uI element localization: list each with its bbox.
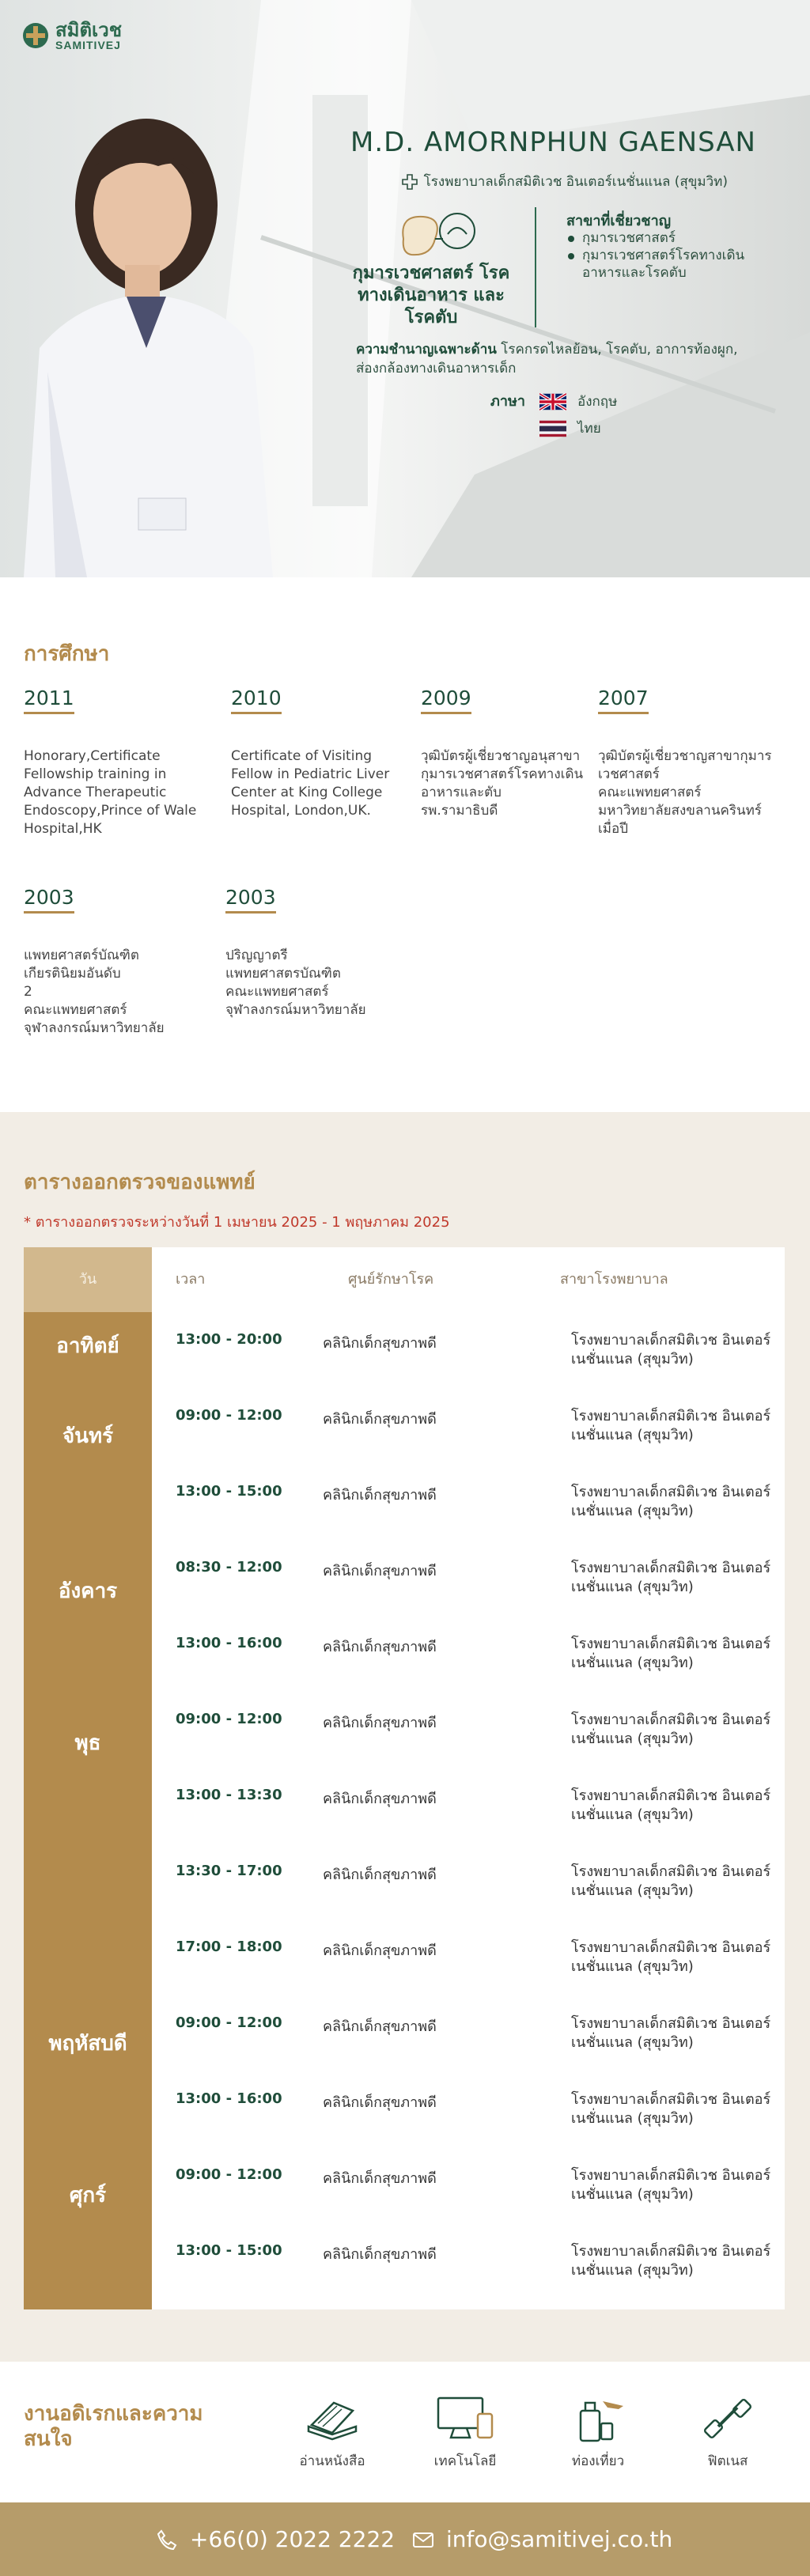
- interest-reading: [277, 2392, 388, 2472]
- schedule-time: 13:00 - 13:30: [176, 1787, 282, 1803]
- schedule-clinic: คลินิกเด็กสุขภาพดี: [323, 1411, 437, 1428]
- schedule-time: 09:00 - 12:00: [176, 2166, 282, 2183]
- education-item: [24, 687, 210, 838]
- interest-fitness: [672, 2392, 783, 2472]
- header-day: วัน: [24, 1247, 152, 1312]
- expertise: [356, 340, 759, 378]
- schedule-time: 13:00 - 20:00: [176, 1331, 282, 1348]
- phone-icon: [155, 2528, 179, 2551]
- language-item-english: [539, 391, 617, 412]
- schedule-clinic: คลินิกเด็กสุขภาพดี: [323, 1563, 437, 1579]
- devices-icon: [433, 2392, 497, 2447]
- schedule-clinic: คลินิกเด็กสุขภาพดี: [323, 2170, 437, 2187]
- schedule-clinic: คลินิกเด็กสุขภาพดี: [323, 1639, 437, 1655]
- schedule-clinic: คลินิกเด็กสุขภาพดี: [323, 2018, 437, 2035]
- education-text: วุฒิบัตรผู้เชี่ยวชาญสาขากุมารเวชศาสตร์ คณะแพทยศาสตร์ มหาวิทยาลัยสงขลานครินทร์ เมื่อปี: [598, 748, 772, 837]
- language-label: ภาษา: [490, 393, 525, 410]
- header-clinic: ศูนย์รักษาโรค: [348, 1271, 434, 1288]
- subspecialty-item: กุมารเวชศาสตร์: [566, 229, 772, 247]
- schedule-clinic: คลินิกเด็กสุขภาพดี: [323, 1715, 437, 1731]
- education-text: วุฒิบัตรผู้เชี่ยวชาญอนุสาขา กุมารเวชศาสตร์โรคทางเดินอาหารและตับ รพ.รามาธิบดี: [421, 748, 584, 819]
- doctor-hospital: [402, 171, 728, 192]
- expertise-label: ความชำนาญเฉพาะด้าน: [356, 342, 497, 357]
- education-text: Honorary,Certificate Fellowship training in Advance Therapeutic Endoscopy,Prince of Wale Hospital,HK: [24, 748, 197, 837]
- schedule-branch: โรงพยาบาลเด็กสมิติเวช อินเตอร์เนชั่นแนล (สุขุมวิท): [571, 1484, 771, 1519]
- schedule-note: * ตารางออกตรวจระหว่างวันที่ 1 เมษายน 2025 - 1 พฤษภาคม 2025: [24, 1214, 450, 1231]
- schedule-branch: โรงพยาบาลเด็กสมิติเวช อินเตอร์เนชั่นแนล (สุขุมวิท): [571, 1939, 771, 1975]
- schedule-time: 08:30 - 12:00: [176, 1559, 282, 1575]
- footer-email: info@samitivej.co.th: [446, 2526, 673, 2552]
- footer-phone-link[interactable]: [155, 2526, 395, 2552]
- education-text: แพทยศาสตร์บัณฑิต เกียรตินิยมอันดับ 2 คณะแพทยศาสตร์ จุฬาลงกรณ์มหาวิทยาลัย: [24, 948, 165, 1036]
- schedule-branch: โรงพยาบาลเด็กสมิติเวช อินเตอร์เนชั่นแนล (สุขุมวิท): [571, 1408, 771, 1443]
- schedule-time: 17:00 - 18:00: [176, 1939, 282, 1955]
- doctor-name: M.D. AMORNPHUN GAENSAN: [350, 127, 756, 158]
- day-label-monday: จันทร์: [62, 1424, 114, 1448]
- hospital-name: โรงพยาบาลเด็กสมิติเวช อินเตอร์เนชั่นแนล (สุขุมวิท): [423, 174, 728, 190]
- contact-footer: [0, 2502, 810, 2576]
- subspecialty-list: [566, 229, 772, 282]
- education-title: การศึกษา: [24, 642, 110, 666]
- schedule-time: 09:00 - 12:00: [176, 1407, 282, 1424]
- schedule-row: [152, 1768, 785, 1844]
- schedule-clinic: คลินิกเด็กสุขภาพดี: [323, 1942, 437, 1959]
- schedule-row: [152, 1616, 785, 1692]
- education-year: 2011: [24, 687, 74, 714]
- education-text: ปริญญาตรี แพทยศาสตรบัณฑิต คณะแพทยศาสตร์ จุฬาลงกรณ์มหาวิทยาลัย: [225, 948, 366, 1018]
- language-name: ไทย: [577, 421, 601, 437]
- schedule-branch: โรงพยาบาลเด็กสมิติเวช อินเตอร์เนชั่นแนล (สุขุมวิท): [571, 2091, 771, 2127]
- schedule-row: [152, 1312, 785, 1388]
- schedule-row: [152, 1540, 785, 1616]
- schedule-time: 09:00 - 12:00: [176, 2014, 282, 2031]
- education-item: [225, 886, 399, 1019]
- schedule-branch: โรงพยาบาลเด็กสมิติเวช อินเตอร์เนชั่นแนล (สุขุมวิท): [571, 2015, 771, 2051]
- education-text: Certificate of Visiting Fellow in Pediatric Liver Center at King College Hospital, London,UK.: [231, 748, 390, 819]
- schedule-clinic: คลินิกเด็กสุขภาพดี: [323, 1335, 437, 1352]
- schedule-time: 13:00 - 16:00: [176, 2090, 282, 2107]
- subspecialty-item: กุมารเวชศาสตร์โรคทางเดินอาหารและโรคตับ: [566, 247, 772, 282]
- schedule-branch: โรงพยาบาลเด็กสมิติเวช อินเตอร์เนชั่นแนล (สุขุมวิท): [571, 1787, 771, 1823]
- schedule-clinic: คลินิกเด็กสุขภาพดี: [323, 2094, 437, 2111]
- header-branch: สาขาโรงพยาบาล: [560, 1271, 668, 1288]
- doctor-hero: [0, 0, 810, 577]
- day-label-thursday: พฤหัสบดี: [48, 2032, 127, 2056]
- schedule-row: [152, 1692, 785, 1768]
- interest-travel: [543, 2392, 653, 2472]
- expertise-text: โรคกรดไหลย้อน, โรคตับ, อาการท้องผูก, ส่องกล้องทางเดินอาหารเด็ก: [356, 342, 738, 376]
- travel-icon: [566, 2392, 630, 2447]
- interest-label: อ่านหนังสือ: [299, 2453, 365, 2469]
- schedule-time: 13:00 - 16:00: [176, 1635, 282, 1651]
- education-year: 2003: [24, 886, 74, 914]
- schedule-time: 09:00 - 12:00: [176, 1711, 282, 1727]
- education-year: 2010: [231, 687, 282, 714]
- interest-label: เทคโนโลยี: [433, 2453, 497, 2469]
- schedule-branch: โรงพยาบาลเด็กสมิติเวช อินเตอร์เนชั่นแนล (สุขุมวิท): [571, 1636, 771, 1671]
- education-year: 2003: [225, 886, 276, 914]
- specialty-title: กุมารเวชศาสตร์ โรคทางเดินอาหาร และโรคตับ: [352, 263, 510, 327]
- schedule-row: [152, 2071, 785, 2147]
- education-item: [421, 687, 595, 820]
- schedule-row: [152, 1920, 785, 1995]
- subspecialty-label: สาขาที่เชี่ยวชาญ: [566, 213, 672, 229]
- samitivej-logo-icon: [22, 22, 49, 49]
- header-time: เวลา: [176, 1271, 206, 1288]
- schedule-time: 13:00 - 15:00: [176, 2242, 282, 2259]
- day-label-wednesday: พุธ: [74, 1731, 101, 1755]
- schedule-row: [152, 1844, 785, 1920]
- schedule-row: [152, 1995, 785, 2071]
- schedule-branch: โรงพยาบาลเด็กสมิติเวช อินเตอร์เนชั่นแนล (สุขุมวิท): [571, 1332, 771, 1367]
- dumbbell-icon: [696, 2392, 759, 2447]
- samitivej-logo[interactable]: [22, 21, 122, 51]
- schedule-branch: โรงพยาบาลเด็กสมิติเวช อินเตอร์เนชั่นแนล (สุขุมวิท): [571, 2167, 771, 2203]
- interest-label: ท่องเที่ยว: [571, 2453, 625, 2469]
- day-label-tuesday: อังคาร: [58, 1579, 118, 1603]
- education-item: [231, 687, 397, 820]
- education-year: 2007: [598, 687, 649, 714]
- schedule-row: [152, 2223, 785, 2299]
- thai-flag-icon: [539, 420, 566, 437]
- schedule-branch: โรงพยาบาลเด็กสมิติเวช อินเตอร์เนชั่นแนล (สุขุมวิท): [571, 1863, 771, 1899]
- education-item: [24, 886, 198, 1038]
- footer-email-link[interactable]: [411, 2526, 672, 2552]
- education-year: 2009: [421, 687, 471, 714]
- uk-flag-icon: [539, 393, 566, 410]
- language-name: อังกฤษ: [577, 394, 618, 410]
- schedule-clinic: คลินิกเด็กสุขภาพดี: [323, 1487, 437, 1504]
- day-label-friday: ศุกร์: [69, 2184, 107, 2207]
- interests-title: งานอดิเรกและความสนใจ: [24, 2402, 203, 2451]
- schedule-branch: โรงพยาบาลเด็กสมิติเวช อินเตอร์เนชั่นแนล (สุขุมวิท): [571, 1712, 771, 1747]
- education-item: [598, 687, 784, 838]
- doctor-portrait: [0, 111, 293, 577]
- language-item-thai: [539, 418, 601, 439]
- schedule-time: 13:30 - 17:00: [176, 1863, 282, 1879]
- day-label-sunday: อาทิตย์: [56, 1334, 119, 1358]
- day-column: [24, 1247, 152, 2309]
- book-icon: [301, 2392, 364, 2447]
- schedule-row: [152, 1464, 785, 1540]
- schedule-title: ตารางออกตรวจของแพทย์: [24, 1171, 255, 1194]
- mail-icon: [411, 2528, 435, 2551]
- interest-technology: [410, 2392, 520, 2472]
- schedule-branch: โรงพยาบาลเด็กสมิติเวช อินเตอร์เนชั่นแนล (สุขุมวิท): [571, 2243, 771, 2279]
- interest-label: ฟิตเนส: [707, 2453, 748, 2469]
- stomach-liver-icon: [388, 207, 483, 263]
- footer-phone: +66(0) 2022 2222: [190, 2526, 396, 2552]
- schedule-clinic: คลินิกเด็กสุขภาพดี: [323, 1867, 437, 1883]
- hospital-cross-icon: [402, 174, 418, 190]
- schedule-time: 13:00 - 15:00: [176, 1483, 282, 1500]
- schedule-clinic: คลินิกเด็กสุขภาพดี: [323, 2246, 437, 2263]
- schedule-table: [24, 1247, 785, 2309]
- schedule-row: [152, 2147, 785, 2223]
- brand-name-th: สมิติเวช: [55, 19, 123, 41]
- schedule-branch: โรงพยาบาลเด็กสมิติเวช อินเตอร์เนชั่นแนล (สุขุมวิท): [571, 1560, 771, 1595]
- schedule-clinic: คลินิกเด็กสุขภาพดี: [323, 1791, 437, 1807]
- brand-name-en: SAMITIVEJ: [55, 39, 121, 51]
- schedule-row: [152, 1388, 785, 1464]
- specialty-divider: [535, 207, 536, 327]
